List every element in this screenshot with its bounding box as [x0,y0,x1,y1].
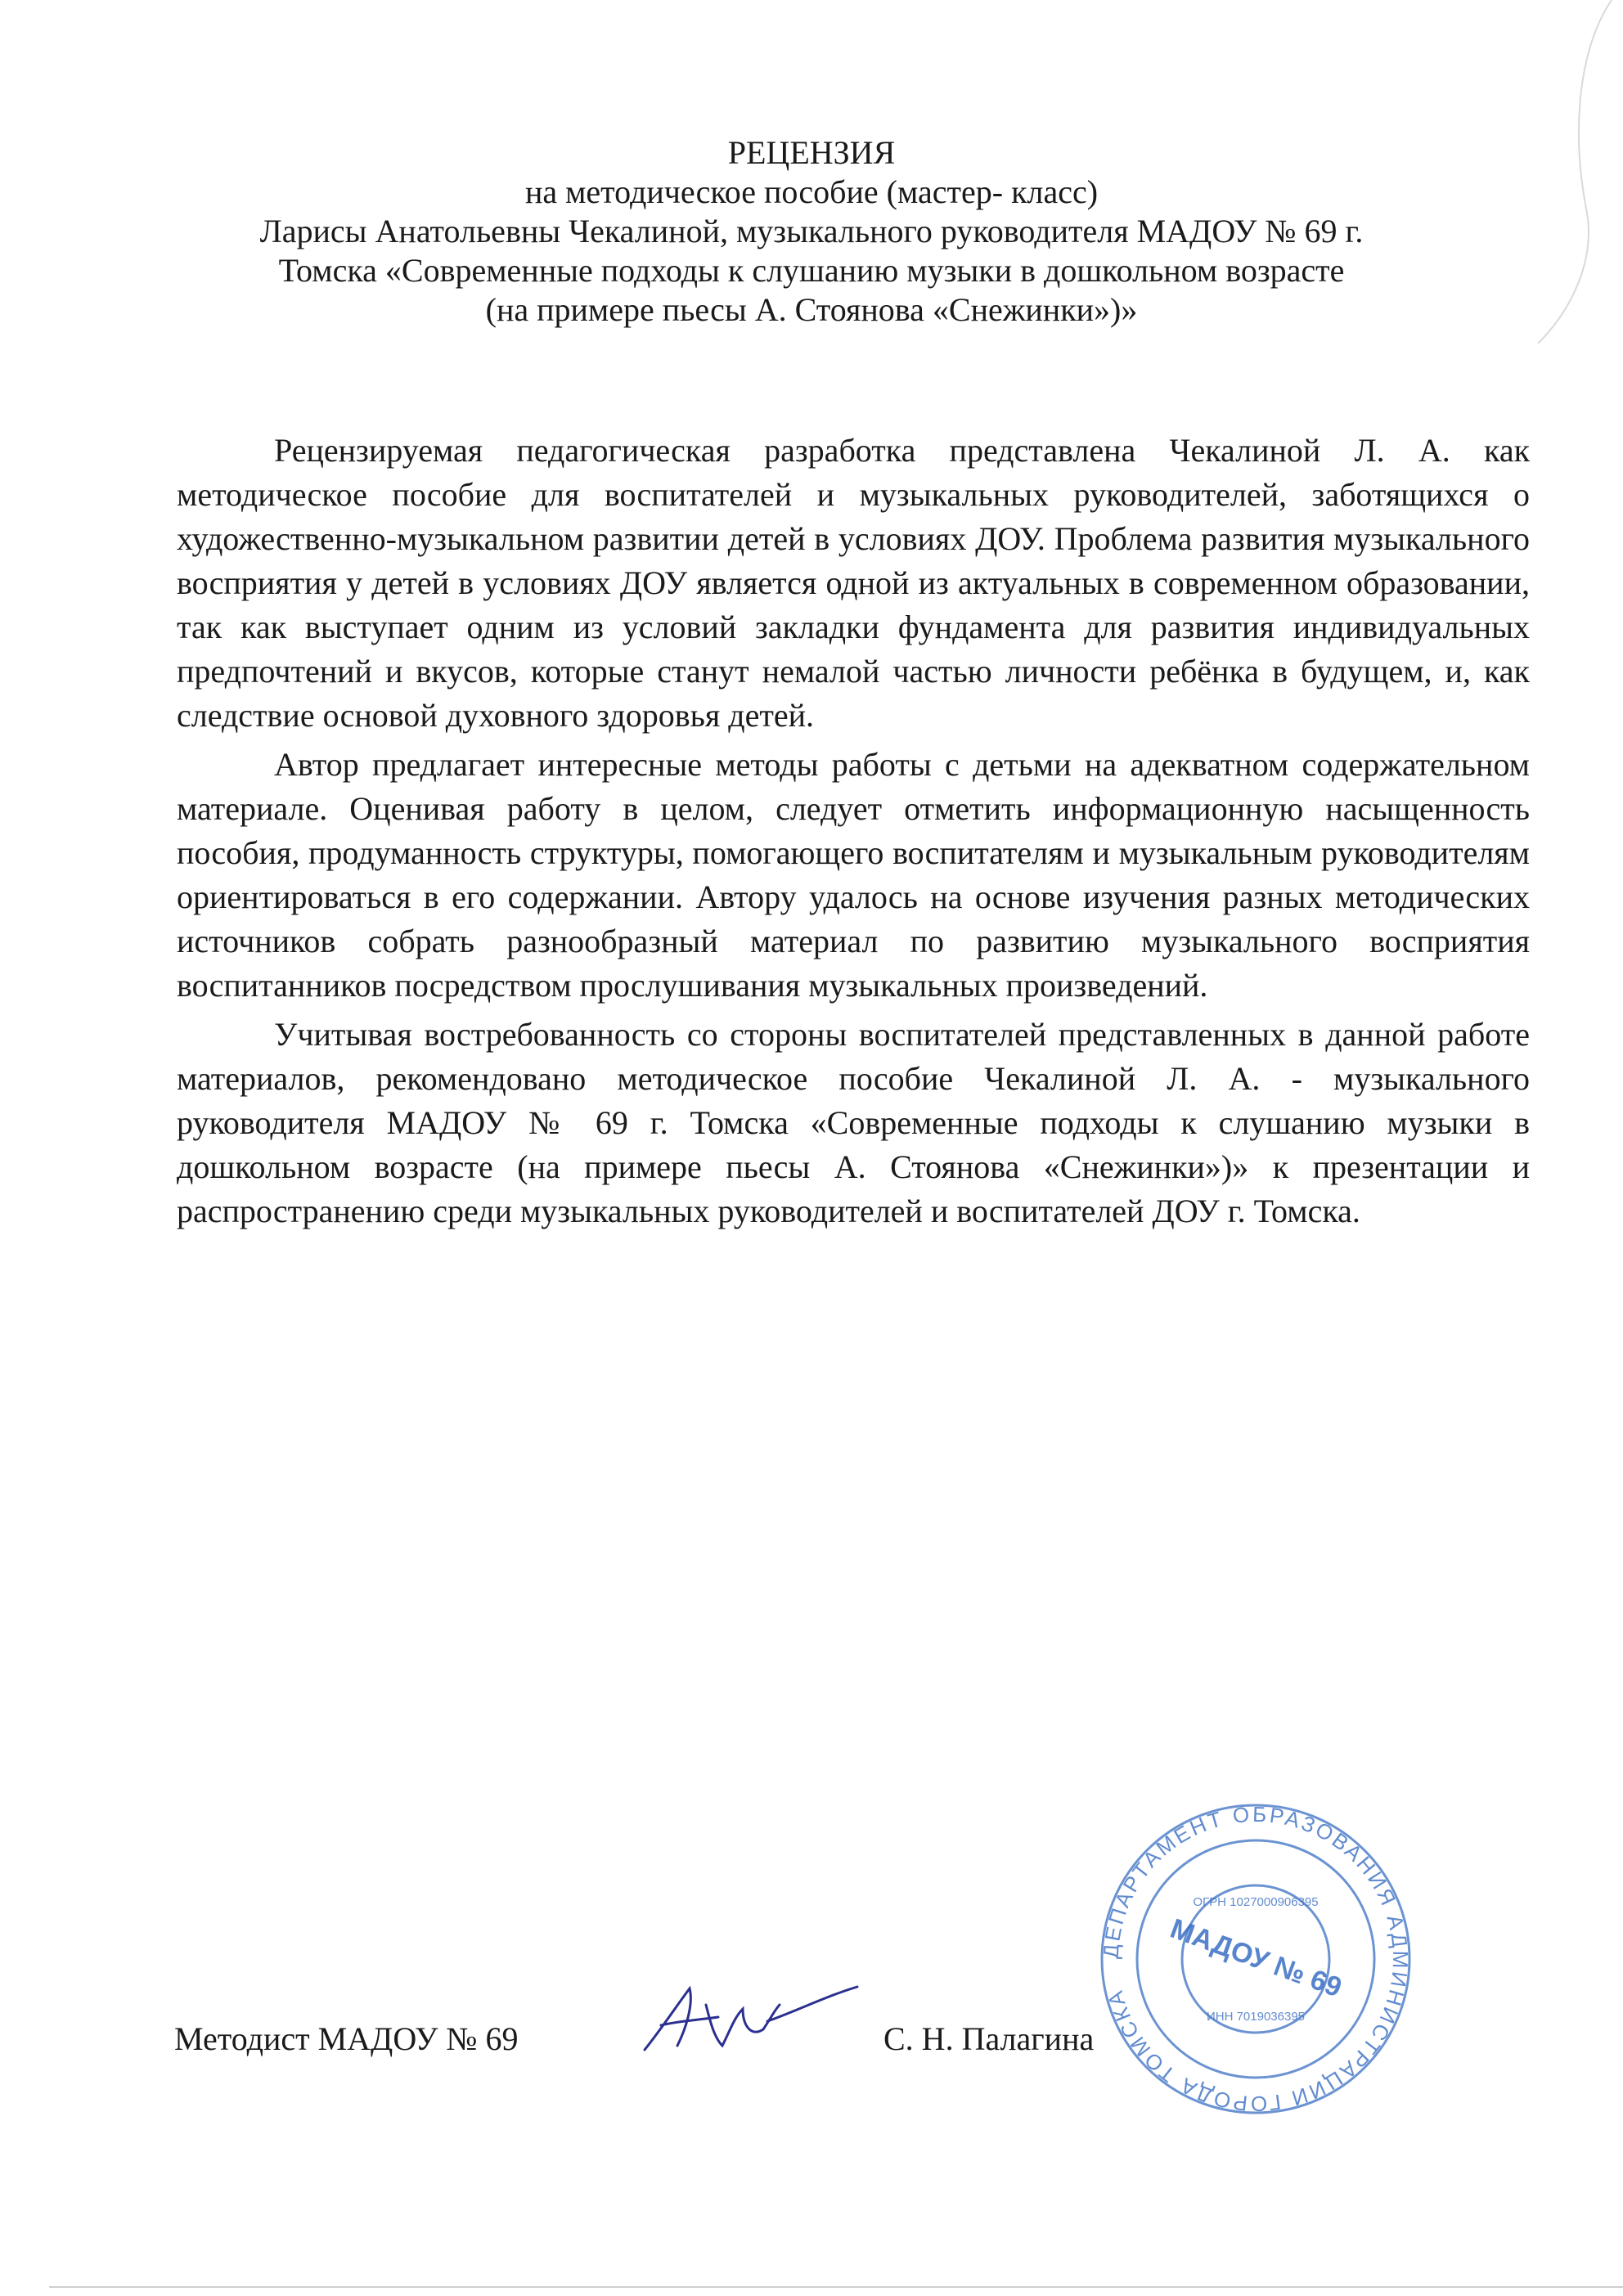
review-body [177,429,1530,1238]
svg-text:МАДОУ № 69: МАДОУ № 69 [1166,1912,1347,2004]
signer-position: Методист МАДОУ № 69 [174,2020,519,2057]
document-header [147,133,1476,330]
svg-text:ДЕПАРТАМЕНТ ОБРАЗОВАНИЯ АДМИНИ: ДЕПАРТАМЕНТ ОБРАЗОВАНИЯ АДМИНИСТРАЦИИ ГОРОДА ТОМСКА [1098,1801,1414,2117]
scan-edge-mark [1522,0,1623,344]
handwritten-signature [628,1972,865,2062]
svg-text:ОГРН 1027000906395: ОГРН 1027000906395 [1193,1895,1319,1909]
paragraph: Учитывая востребованность со стороны воспитателей представленных в данной работе материалов, рекомендовано методическое пособие Чекалиной Л. А. - музыкального руководителя МАДОУ № 69 г. Томска «Современные подходы к слушанию музыки в дошкольном возрасте (на примере пьесы А. Стоянова «Снежинки»)» к презентации и распространению среди музыкальных руководителей и воспитателей ДОУ г. Томска. [177,1016,1530,1229]
document-title: РЕЦЕНЗИЯ [727,134,896,171]
header-line: Ларисы Анатольевны Чекалиной, музыкального руководителя МАДОУ № 69 г. [259,213,1364,249]
paragraph: Рецензируемая педагогическая разработка представлена Чекалиной Л. А. как методическое пособие для воспитателей и музыкальных руководителей, заботящихся о художественно-музыкальном развитии детей в условиях ДОУ. Проблема развития музыкального восприятия у детей в условиях ДОУ является одной из актуальных в современном образовании, так как выступает одним из условий закладки фундамента для развития индивидуальных предпочтений и вкусов, которые станут немалой частью личности ребёнка в будущем, и, как следствие основой духовного здоровья детей. [177,432,1530,734]
header-line: (на примере пьесы А. Стоянова «Снежинки»)» [485,291,1138,328]
svg-text:ИНН 7019036395: ИНН 7019036395 [1206,2010,1306,2024]
header-line: на методическое пособие (мастер- класс) [524,173,1099,210]
header-line: Томска «Современные подходы к слушанию музыки в дошкольном возрасте [278,252,1345,289]
signer-name: С. Н. Палагина [883,2020,1095,2057]
scan-bottom-edge [49,2286,1623,2288]
paragraph: Автор предлагает интересные методы работы с детьми на адекватном содержательном материале. Оценивая работу в целом, следует отметить информационную насыщенность пособия, продуманность структуры, помогающего воспитателям и музыкальным руководителям ориентироваться в его содержании. Автору удалось на основе изучения разных методических источников собрать разнообразный материал по развитию музыкального восприятия воспитанников посредством прослушивания музыкальных произведений. [177,746,1530,1004]
official-stamp [1096,1800,1415,2119]
